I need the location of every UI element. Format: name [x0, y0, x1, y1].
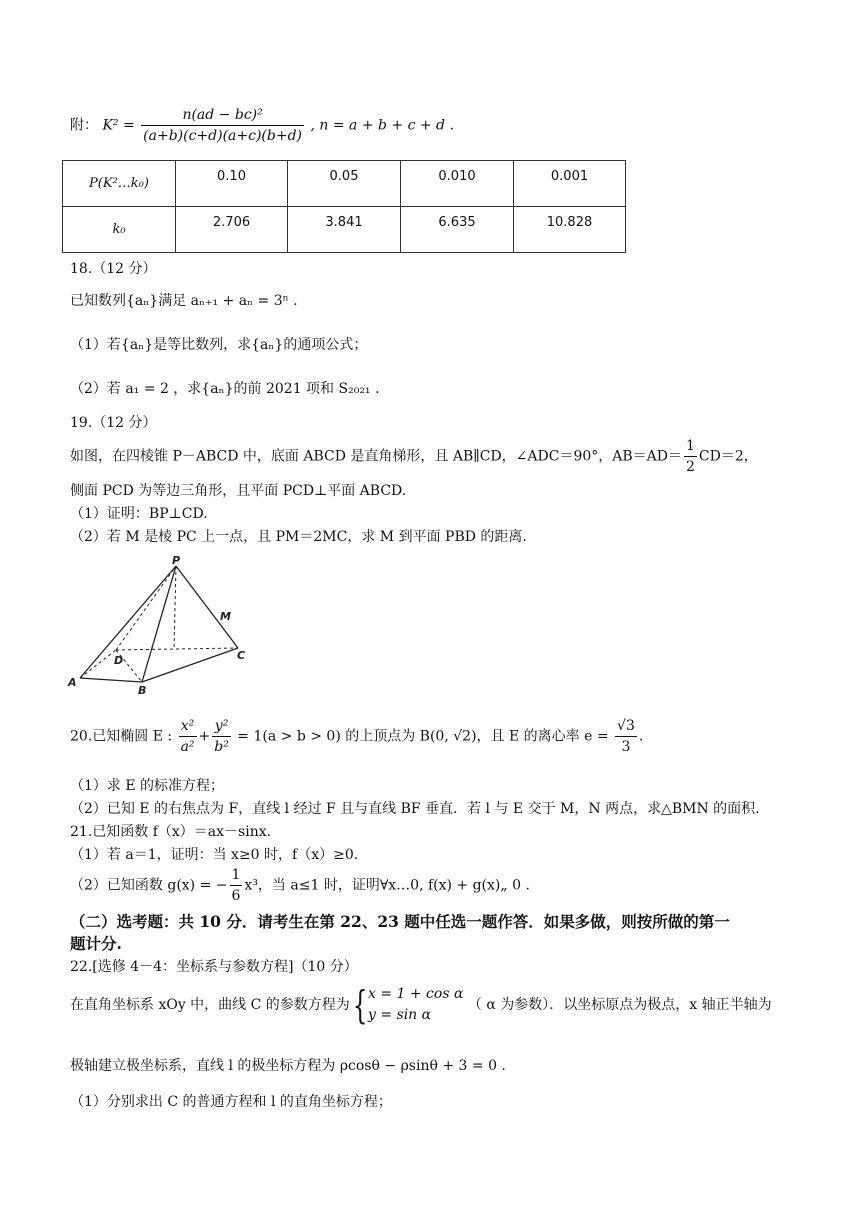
q20-frac-y	[212, 717, 231, 756]
q21-frac-num: 1	[230, 866, 243, 886]
q22-part1: （1）分别求出 C 的普通方程和 l 的直角坐标方程；	[70, 1094, 392, 1110]
param-eq-x: x = 1 + cos α	[367, 986, 464, 1002]
q19-stem-b: CD＝2，	[698, 448, 758, 465]
formula-denominator: (a+b)(c+d)(a+c)(b+d)	[143, 128, 303, 145]
table-cell-p: 0.001	[514, 161, 626, 207]
q19-frac-num: 1	[684, 437, 697, 457]
q19-part2: （2）若 M 是棱 PC 上一点，且 PM＝2MC，求 M 到平面 PBD 的距离.	[70, 529, 527, 545]
formula-prefix: 附：	[70, 117, 98, 134]
q20-frac-e	[615, 717, 637, 756]
table-header-k: k₀	[63, 207, 176, 253]
formula-rest: , n = a + b + c + d .	[310, 117, 454, 134]
table-cell-k: 6.635	[401, 207, 514, 253]
q19-stem-a: 如图，在四棱锥 P－ABCD 中，底面 ABCD 是直角梯形，且 AB∥CD，∠ADC＝90°，AB＝AD＝	[70, 448, 682, 465]
q20-frac-y-den: b²	[214, 739, 229, 756]
q20-condition: = 1(a > b > 0) 的上顶点为 B(0, √2)，且 E 的离心率 e =	[237, 728, 609, 745]
formula-fraction	[141, 106, 304, 145]
q20-frac-x-num: x²	[179, 717, 197, 737]
q19-part1: （1）证明：BP⊥CD.	[70, 506, 208, 522]
q20-lead: 20.已知椭圆 E :	[70, 728, 173, 745]
parametric-system	[368, 984, 463, 1026]
table-row-k	[63, 207, 626, 253]
label-a: A	[68, 676, 77, 689]
q20-part2: （2）已知 E 的右焦点为 F，直线 l 经过 F 且与直线 BF 垂直．若 l 与 E 交于 M，N 两点，求△BMN 的面积.	[70, 801, 760, 817]
q19-frac-den: 2	[686, 459, 695, 476]
q20-frac-x	[179, 717, 197, 756]
label-c: C	[237, 649, 246, 662]
q20-plus: +	[198, 728, 211, 745]
q22-title: 22.[选修 4－4：坐标系与参数方程]（10 分）	[70, 959, 358, 975]
q21-part1: （1）若 a＝1，证明：当 x≥0 时，f（x）≥0.	[70, 847, 359, 863]
q22-stem-a: 在直角坐标系 xOy 中，曲线 C 的参数方程为	[70, 997, 350, 1013]
q20-end: .	[638, 728, 644, 745]
q18-stem: 已知数列{aₙ}满足 aₙ₊₁ + aₙ = 3ⁿ .	[70, 293, 298, 309]
label-d: D	[114, 654, 124, 667]
q20-part1: （1）求 E 的标准方程；	[70, 778, 225, 794]
q22-stem-b: （ α 为参数）．以坐标原点为极点，x 轴正半轴为	[467, 997, 772, 1013]
k-squared-formula	[70, 106, 454, 145]
table-header-p: P(K²…k₀)	[63, 161, 176, 207]
q21-part2	[70, 866, 530, 905]
q19-stem	[70, 437, 758, 476]
table-cell-k: 10.828	[514, 207, 626, 253]
param-eq-y: y = sin α	[367, 1007, 432, 1023]
q19-number: 19.（12 分）	[70, 415, 157, 431]
q20-frac-y-num: y²	[212, 717, 231, 737]
table-cell-k: 2.706	[176, 207, 288, 253]
table-row-p	[63, 161, 626, 207]
brace-symbol: {	[352, 983, 368, 1027]
formula-lhs: K² =	[102, 117, 135, 134]
section-two-line1: （二）选考题：共 10 分．请考生在第 22、23 题中任选一题作答．如果多做，则按所做的第一	[70, 912, 730, 931]
q19-fraction	[684, 437, 697, 476]
q20-frac-e-den: 3	[621, 739, 631, 756]
q20-frac-e-num: √3	[615, 717, 637, 737]
q21-fraction	[230, 866, 243, 905]
table-cell-p: 0.05	[288, 161, 401, 207]
q18-part2: （2）若 a₁ = 2 ，求{aₙ}的前 2021 项和 S₂₀₂₁ .	[70, 381, 380, 397]
label-b: B	[138, 684, 147, 697]
q18-number: 18.（12 分）	[70, 261, 157, 277]
q20-frac-x-den: a²	[180, 739, 195, 756]
section-two-line2: 题计分.	[70, 934, 122, 953]
q21-part2-b: x³，当 a≤1 时，证明∀x…0, f(x) + g(x)„ 0 .	[244, 877, 530, 894]
q21-stem: 21.已知函数 f（x）＝ax－sinx.	[70, 824, 272, 840]
q20-stem	[70, 717, 643, 756]
q22-stem	[70, 984, 772, 1026]
label-p: P	[172, 554, 181, 567]
table-cell-p: 0.10	[176, 161, 288, 207]
table-cell-k: 3.841	[288, 207, 401, 253]
q21-part2-a: （2）已知函数 g(x) = −	[70, 877, 228, 894]
q18-part1: （1）若{aₙ}是等比数列，求{aₙ}的通项公式；	[70, 337, 368, 353]
q22-stem-c: 极轴建立极坐标系，直线 l 的极坐标方程为 ρcosθ − ρsinθ + 3 = 0 .	[70, 1058, 506, 1074]
table-cell-p: 0.010	[401, 161, 514, 207]
formula-numerator: n(ad − bc)²	[141, 106, 304, 126]
label-m: M	[220, 610, 231, 623]
pyramid-figure	[62, 552, 262, 698]
q21-frac-den: 6	[231, 888, 241, 905]
critical-value-table	[62, 160, 626, 253]
q19-stem-c: 侧面 PCD 为等边三角形，且平面 PCD⊥平面 ABCD.	[70, 483, 407, 499]
